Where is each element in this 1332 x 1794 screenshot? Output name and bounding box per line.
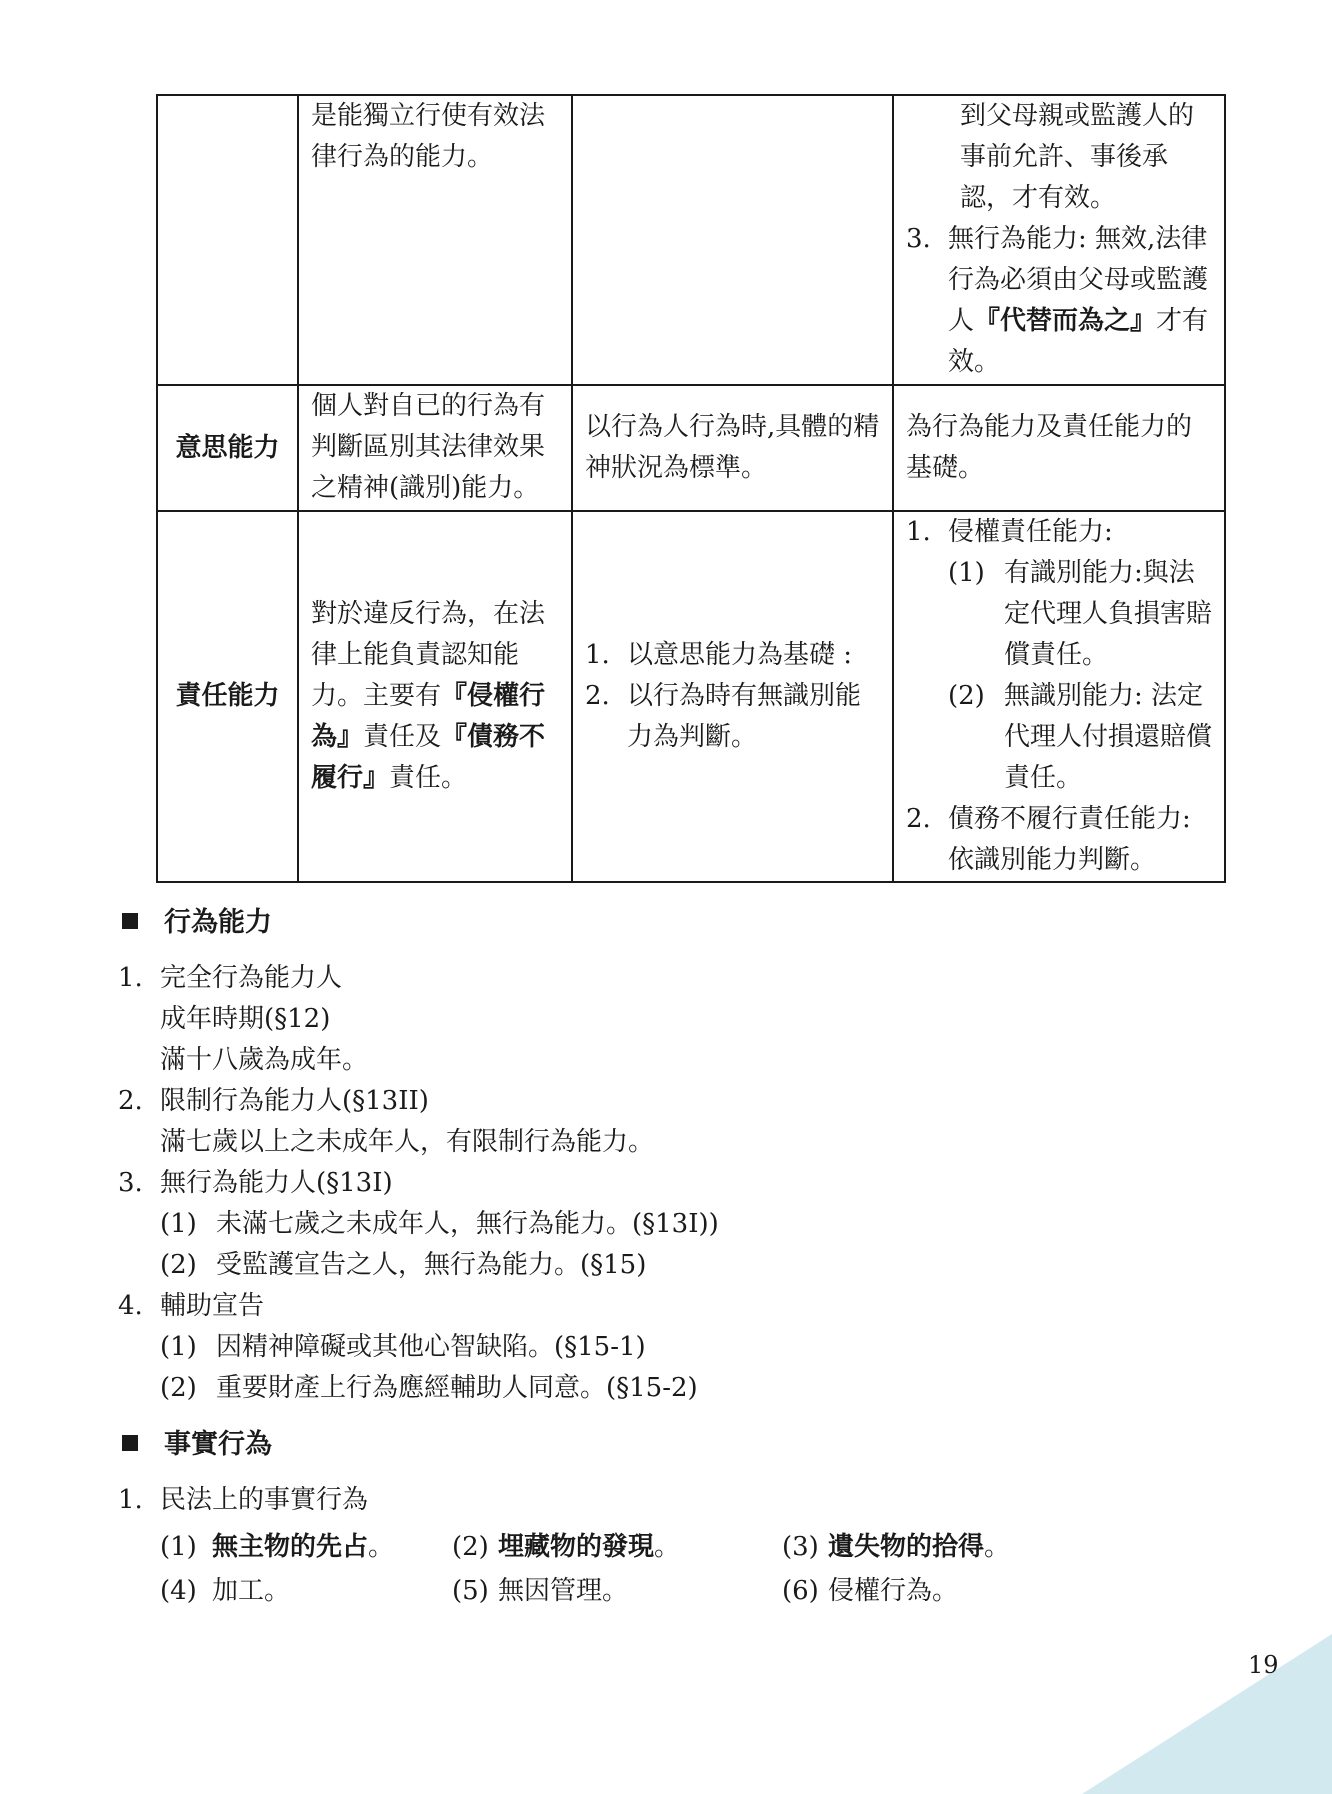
sub-list-item: (1) 因精神障礙或其他心智缺陷。(§15-1) <box>160 1332 646 1362</box>
effect-line: 認，才有效。 <box>960 183 1117 213</box>
row-label <box>157 95 298 385</box>
capacity-list <box>118 958 719 1409</box>
section-heading: 行為能力 <box>122 902 272 943</box>
definition-cell: 個人對自已的行為有判斷區別其法律效果之精神(識別)能力。 <box>298 385 572 511</box>
grid-item: (5) 無因管理。 <box>452 1576 629 1606</box>
fact-list <box>118 1480 1118 1615</box>
list-item: 3. 無行為能力: 無效,法律行為必須由父母或監護人『代替而為之』才有效。 <box>906 224 1209 377</box>
list-item: 3. 無行為能力人(§13I) (1) 未滿七歲之未成年人，無行為能力。(§13I)) (2) 受監護宣告之人，無行為能力。(§15) <box>118 1163 719 1286</box>
list-item: 2. 以行為時有無識別能力為判斷。 <box>585 681 862 752</box>
row-label: 意思能力 <box>157 385 298 511</box>
square-bullet-icon <box>122 913 138 929</box>
definition-cell: 對於違反行為，在法律上能負責認知能力。主要有『侵權行為』責任及『債務不履行』責任。 <box>298 511 572 882</box>
criterion-cell <box>572 95 893 385</box>
effect-line: 到父母親或監護人的 <box>960 101 1195 131</box>
effect-cell: 為行為能力及責任能力的基礎。 <box>893 385 1225 511</box>
square-bullet-icon <box>122 1435 138 1451</box>
sub-list-item: (2) 無識別能力: 法定代理人付損還賠償責任。 <box>948 681 1213 793</box>
fact-grid <box>118 1527 1118 1615</box>
sub-list-item: (1) 未滿七歲之未成年人，無行為能力。(§13I)) <box>160 1209 719 1239</box>
list-item: 1. 侵權責任能力: (1) 有識別能力:與法定代理人負損害賠償責任。 (2) 無識別能力: 法定代理人付損還賠償責任。 <box>906 512 1212 799</box>
section-heading: 事實行為 <box>122 1424 272 1465</box>
effect-cell <box>893 95 1225 385</box>
sub-list-item: (1) 有識別能力:與法定代理人負損害賠償責任。 <box>948 558 1213 670</box>
table-row <box>157 95 1225 385</box>
list-item: 4. 輔助宣告 (1) 因精神障礙或其他心智缺陷。(§15-1) (2) 重要財產上行為應經輔助人同意。(§15-2) <box>118 1286 719 1409</box>
list-item: 1. 完全行為能力人 成年時期(§12) 滿十八歲為成年。 <box>118 963 369 1075</box>
grid-item: (1) 無主物的先占。 <box>160 1532 395 1562</box>
capacity-table <box>156 94 1226 883</box>
table-row <box>157 511 1225 882</box>
sub-list-item: (2) 受監護宣告之人，無行為能力。(§15) <box>160 1250 647 1280</box>
list-item: 1. 以意思能力為基礎 : <box>585 640 853 670</box>
table-row <box>157 385 1225 511</box>
criterion-cell: 以行為人行為時,具體的精神狀況為標準。 <box>572 385 893 511</box>
grid-item: (2) 埋藏物的發現。 <box>452 1532 681 1562</box>
list-item: 1. 民法上的事實行為 <box>118 1485 369 1515</box>
row-label: 責任能力 <box>157 511 298 882</box>
criterion-cell <box>572 511 893 882</box>
list-item: 2. 限制行為能力人(§13II) 滿七歲以上之未成年人，有限制行為能力。 <box>118 1086 655 1157</box>
list-item: 2. 債務不履行責任能力:依識別能力判斷。 <box>906 804 1191 875</box>
effect-cell <box>893 511 1225 882</box>
grid-item: (4) 加工。 <box>160 1576 291 1606</box>
page-number: 19 <box>1248 1651 1279 1679</box>
definition-cell: 是能獨立行使有效法律行為的能力。 <box>298 95 572 385</box>
grid-item: (6) 侵權行為。 <box>782 1576 959 1606</box>
sub-list-item: (2) 重要財產上行為應經輔助人同意。(§15-2) <box>160 1373 698 1403</box>
effect-line: 事前允許、事後承 <box>960 142 1169 172</box>
grid-item: (3) 遺失物的拾得。 <box>782 1532 1011 1562</box>
